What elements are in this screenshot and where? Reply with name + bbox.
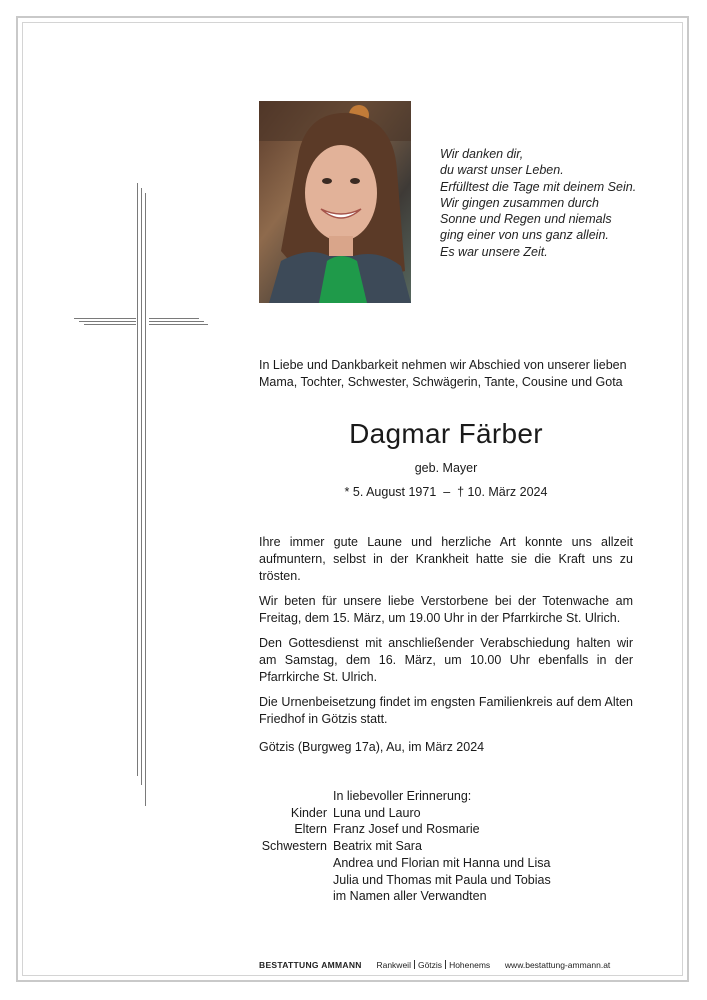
list-item xyxy=(259,855,633,872)
place-and-date: Götzis (Burgweg 17a), Au, im März 2024 xyxy=(259,740,485,754)
poem-line: du warst unser Leben. xyxy=(440,163,564,178)
relation-label: Eltern xyxy=(294,822,327,837)
relation-names: Andrea und Florian mit Hanna und Lisa xyxy=(333,855,551,870)
poem-line: ging einer von uns ganz allein. xyxy=(440,228,609,243)
relation-label xyxy=(259,855,333,872)
location: Hohenems xyxy=(449,960,491,970)
paragraph: Die Urnenbeisetzung findet im engsten Familienkreis auf dem Alten Friedhof in Götzis statt. xyxy=(259,695,633,726)
remembrance-list xyxy=(259,788,633,905)
brand-name-part: AMMANN xyxy=(321,960,362,970)
divider xyxy=(445,960,446,969)
list-item xyxy=(259,872,633,889)
divider xyxy=(414,960,415,969)
deceased-name: Dagmar Färber xyxy=(349,418,543,449)
intro-line: Mama, Tochter, Schwester, Schwägerin, Tante, Cousine und Gota xyxy=(259,375,623,389)
relation-names: im Namen aller Verwandten xyxy=(333,889,487,904)
relation-names: Luna und Lauro xyxy=(333,805,421,820)
list-item xyxy=(259,838,633,855)
paragraph: Ihre immer gute Laune und herzliche Art konnte uns allzeit aufmuntern, selbst in der Krankheit hatte sie die Kraft uns zu trösten. xyxy=(259,535,633,583)
list-item xyxy=(259,805,633,822)
life-dates: * 5. August 1971 – † 10. März 2024 xyxy=(344,485,548,499)
birth-name: geb. Mayer xyxy=(414,461,478,475)
list-item xyxy=(259,821,633,838)
remembrance-heading: In liebevoller Erinnerung: xyxy=(333,789,472,803)
intro-text xyxy=(259,357,639,391)
location: Rankweil xyxy=(376,960,411,970)
list-item xyxy=(259,888,633,905)
poem-line: Erfülltest die Tage mit deinem Sein. xyxy=(440,179,637,194)
portrait-photo xyxy=(259,101,411,303)
relation-names: Julia und Thomas mit Paula und Tobias xyxy=(333,872,551,887)
relation-names: Franz Josef und Rosmarie xyxy=(333,822,480,837)
website-link[interactable]: www.bestattung-ammann.at xyxy=(504,960,611,970)
poem-line: Es war unsere Zeit. xyxy=(440,244,548,259)
relation-label xyxy=(259,888,333,905)
poem-line: Wir gingen zusammen durch xyxy=(440,195,599,210)
relation-label: Kinder xyxy=(290,805,327,820)
intro-line: In Liebe und Dankbarkeit nehmen wir Abschied von unserer lieben xyxy=(259,358,627,372)
list-item xyxy=(259,788,633,805)
footer xyxy=(259,960,633,970)
paragraph: Den Gottesdienst mit anschließender Verabschiedung halten wir am Samstag, dem 16. März, um 10.00 Uhr ebenfalls in der Pfarrkirche St. Ulrich. xyxy=(259,636,633,684)
body-text xyxy=(259,534,633,736)
paragraph: Wir beten für unsere liebe Verstorbene bei der Totenwache am Freitag, dem 15. März, um 19.00 Uhr in der Pfarrkirche St. Ulrich. xyxy=(259,594,633,625)
poem xyxy=(440,146,670,260)
relation-names: Beatrix mit Sara xyxy=(333,839,422,854)
relation-label xyxy=(259,872,333,889)
poem-line: Sonne und Regen und niemals xyxy=(440,212,612,227)
location: Götzis xyxy=(417,960,443,970)
brand-name-part: BESTATTUNG xyxy=(259,960,319,970)
relation-label: Schwestern xyxy=(261,839,327,854)
poem-line: Wir danken dir, xyxy=(440,147,524,161)
